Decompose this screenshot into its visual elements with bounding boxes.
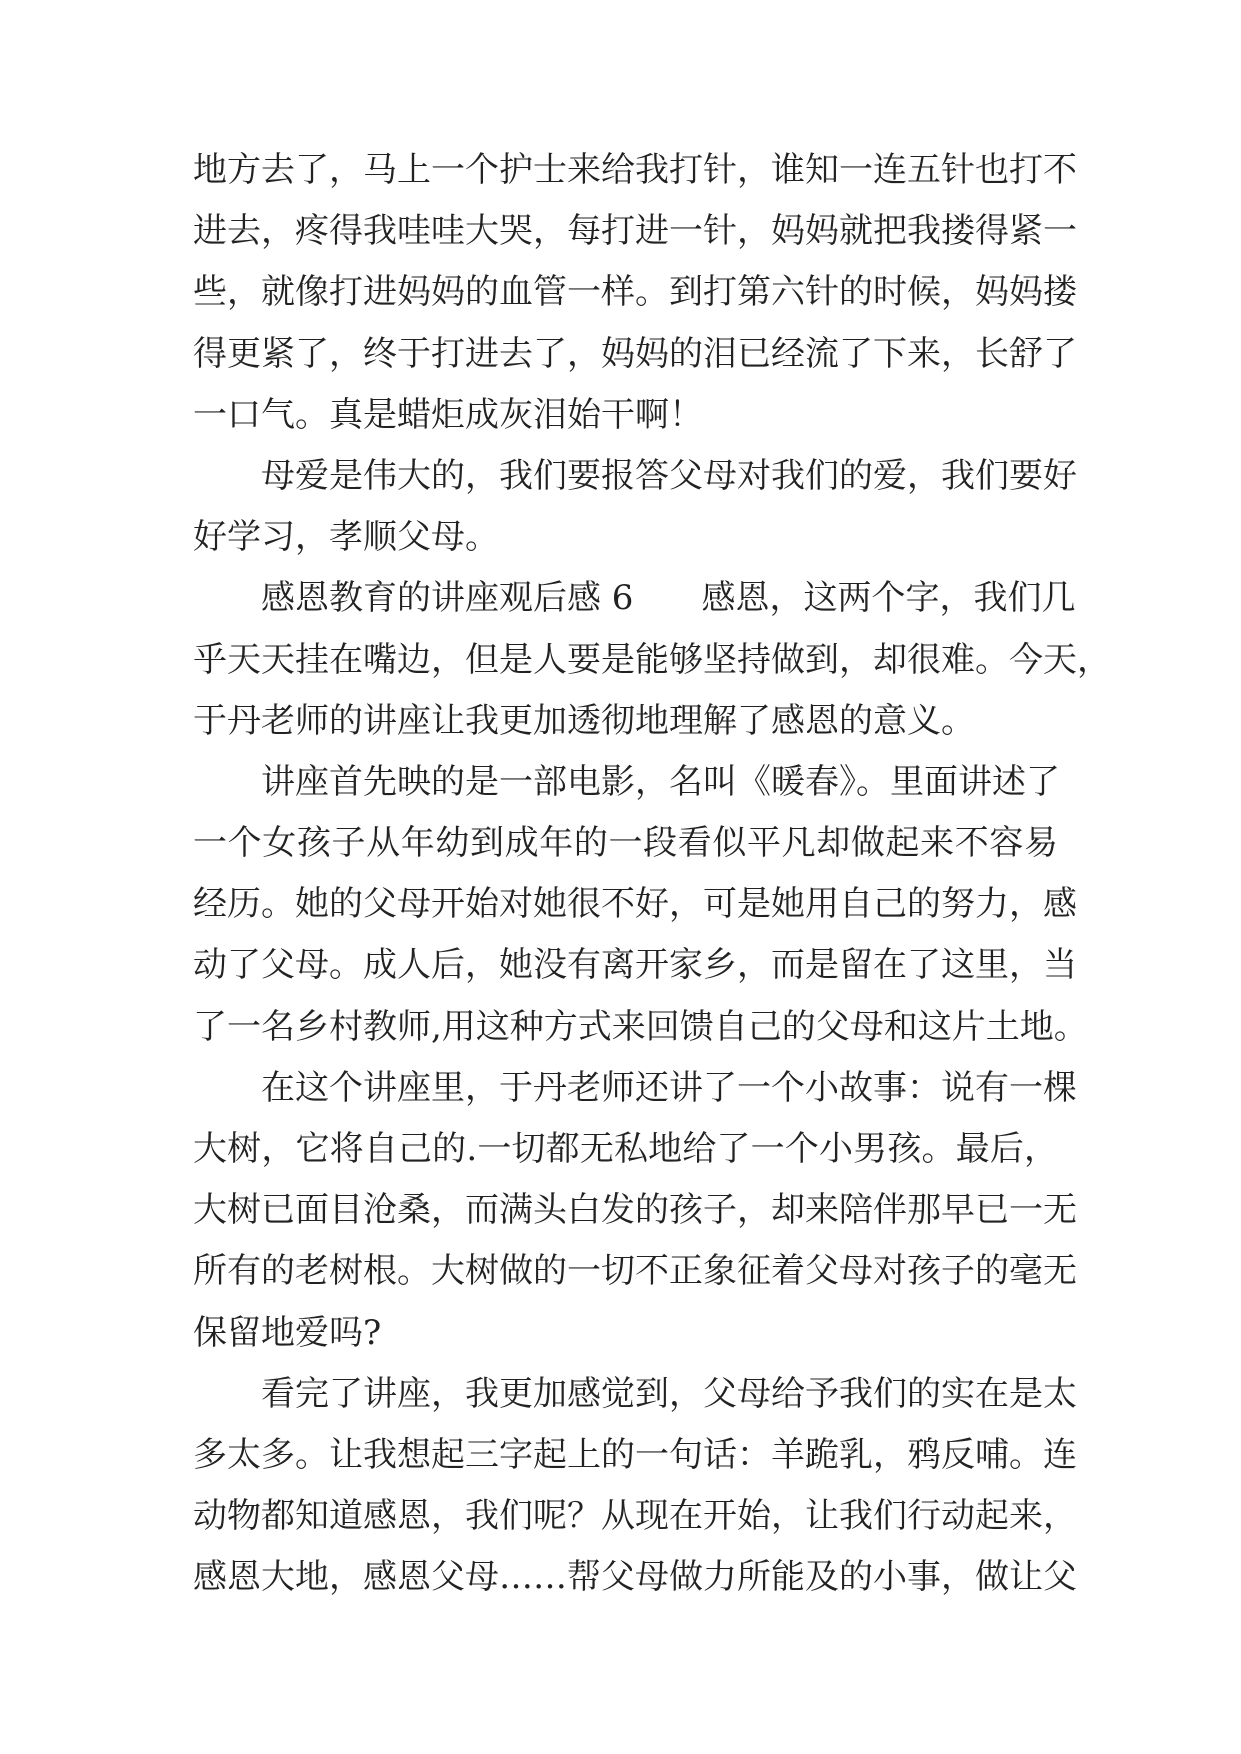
paragraph-line: 在这个讲座里，于丹老师还讲了一个小故事：说有一棵 bbox=[261, 1067, 1077, 1108]
paragraph-heading-line: 感恩教育的讲座观后感 6 感恩，这两个字，我们几 bbox=[261, 578, 1076, 619]
paragraph-line: 经历。她的父母开始对她很不好，可是她用自己的努力，感 bbox=[193, 884, 1077, 925]
paragraph-line: 感恩大地，感恩父母……帮父母做力所能及的小事，做让父 bbox=[193, 1557, 1077, 1598]
paragraph-line: 进去，疼得我哇哇大哭，每打进一针，妈妈就把我搂得紧一 bbox=[193, 211, 1077, 252]
paragraph-line: 讲座首先映的是一部电影，名叫《暖春》。里面讲述了 bbox=[261, 761, 1060, 802]
paragraph-line: 地方去了，马上一个护士来给我打针，谁知一连五针也打不 bbox=[193, 150, 1077, 190]
paragraph-line: 大树，它将自己的.一切都无私地给了一个小男孩。最后， bbox=[193, 1129, 1058, 1169]
paragraph-line: 乎天天挂在嘴边，但是人要是能够坚持做到，却很难。今天， bbox=[193, 639, 1111, 680]
paragraph-line: 看完了讲座，我更加感觉到，父母给予我们的实在是太 bbox=[261, 1373, 1077, 1414]
paragraph-line: 母爱是伟大的，我们要报答父母对我们的爱，我们要好 bbox=[261, 455, 1077, 496]
paragraph-line: 好学习，孝顺父母。 bbox=[193, 517, 499, 558]
document-body bbox=[193, 140, 1111, 1609]
paragraph-line: 得更紧了，终于打进去了，妈妈的泪已经流了下来，长舒了 bbox=[193, 333, 1077, 374]
paragraph-line: 了一名乡村教师,用这种方式来回馈自己的父母和这片土地。 bbox=[193, 1006, 1088, 1047]
paragraph-line: 一个女孩子从年幼到成年的一段看似平凡却做起来不容易 bbox=[193, 823, 1058, 864]
paragraph-line: 一口气。真是蜡炬成灰泪始干啊！ bbox=[193, 394, 703, 435]
paragraph-line: 些，就像打进妈妈的血管一样。到打第六针的时候，妈妈搂 bbox=[193, 272, 1077, 313]
paragraph-line: 于丹老师的讲座让我更加透彻地理解了感恩的意义。 bbox=[193, 700, 975, 741]
paragraph-line: 多太多。让我想起三字起上的一句话：羊跪乳，鸦反哺。连 bbox=[193, 1434, 1077, 1475]
paragraph-line: 大树已面目沧桑，而满头白发的孩子，却来陪伴那早已一无 bbox=[193, 1190, 1077, 1231]
paragraph-line: 动物都知道感恩，我们呢？从现在开始，让我们行动起来， bbox=[193, 1496, 1077, 1537]
paragraph-line: 保留地爱吗? bbox=[193, 1312, 382, 1353]
paragraph-line: 所有的老树根。大树做的一切不正象征着父母对孩子的毫无 bbox=[193, 1251, 1077, 1292]
paragraph-line: 动了父母。成人后，她没有离开家乡，而是留在了这里，当 bbox=[193, 945, 1077, 986]
